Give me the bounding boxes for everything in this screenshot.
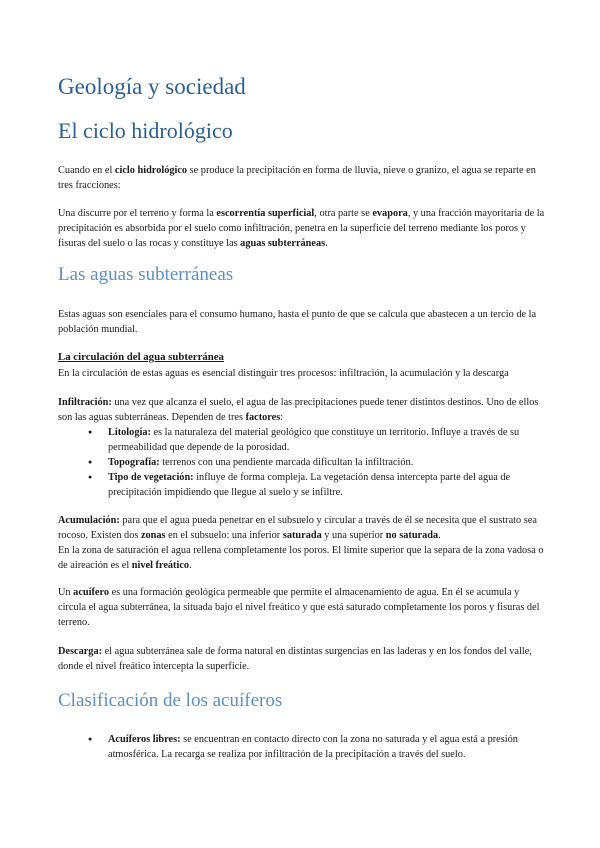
- bold-term: Litología:: [108, 427, 151, 438]
- bold-term: nivel freático: [131, 560, 190, 571]
- bold-term: ciclo hidrológico: [114, 165, 188, 176]
- text-run: En la zona de saturación el agua rellena completamente los poros. El límite superior que la separa de la zona vadosa o de aireación es el: [58, 545, 544, 571]
- bold-term: escorrentía superficial: [216, 208, 315, 219]
- paragraph-zona-saturacion: [58, 543, 548, 573]
- text-run: en el subsuelo: una inferior: [165, 530, 283, 541]
- paragraph-acumulacion: [58, 513, 548, 543]
- paragraph-acuifero: [58, 585, 548, 630]
- acuiferos-list: [86, 732, 548, 762]
- bold-term: Acuíferos libres:: [108, 734, 181, 745]
- heading-aguas-subterraneas: Las aguas subterráneas: [58, 264, 234, 285]
- text-run: influye de forma compleja. La vegetación densa intercepta parte del agua de precipitación impidiendo que llegue al suelo y se infiltre.: [108, 472, 511, 498]
- text-run: .: [189, 560, 192, 571]
- text-run: , otra parte se: [314, 208, 373, 219]
- bold-term: Topografía:: [108, 457, 160, 468]
- text-run: una vez que alcanza el suelo, el agua de las precipitaciones puede tener distintos destinos. Uno de ellos son las aguas subterráneas. Dependen de tres: [58, 397, 539, 423]
- text-run: Un: [58, 587, 74, 598]
- heading-ciclo-hidrologico: El ciclo hidrológico: [58, 118, 233, 143]
- text-run: se produce la precipitación en forma de lluvia, nieve o granizo, el agua se reparte en tres fracciones:: [58, 165, 536, 191]
- paragraph-fracciones: [58, 206, 548, 251]
- bold-term: zonas: [140, 530, 166, 541]
- bold-term: factores: [245, 412, 281, 423]
- heading-clasificacion-acuiferos: Clasificación de los acuíferos: [58, 690, 283, 711]
- factors-list: [86, 425, 548, 500]
- subheading-circulacion: La circulación del agua subterránea: [58, 351, 224, 363]
- text-run: Cuando en el: [58, 165, 115, 176]
- paragraph-descarga: [58, 644, 548, 674]
- bold-term: acuífero: [73, 587, 110, 598]
- bold-term: Tipo de vegetación:: [108, 472, 194, 483]
- bold-term: Infiltración:: [58, 397, 112, 408]
- paragraph-infiltracion: [58, 395, 548, 425]
- text-run: .: [438, 530, 441, 541]
- text-run: es la naturaleza del material geológico que constituye un territorio. Influye a través de su permeabilidad que depende de la porosidad.: [108, 427, 520, 453]
- bold-term: aguas subterráneas: [240, 238, 326, 249]
- list-item: [86, 732, 548, 762]
- text-run: para que el agua pueda penetrar en el subsuelo y circular a través de él se necesita que el sustrato sea rocoso. Existen dos: [58, 515, 537, 541]
- text-run: Una discurre por el terreno y forma la: [58, 208, 217, 219]
- bold-term: no saturada: [385, 530, 439, 541]
- text-run: :: [280, 412, 284, 423]
- bold-term: saturada: [282, 530, 322, 541]
- list-item: [86, 425, 548, 455]
- text-run: el agua subterránea sale de forma natural en distintas surgencias en las laderas y en los fondos del valle, donde el nivel freático intercepta la superficie.: [58, 646, 532, 672]
- text-run: es una formación geológica permeable que permite el almacenamiento de agua. En él se acumula y circula el agua subterránea, la situada bajo el nivel freático y que está saturado completamente los poros y fisuras del terreno.: [58, 587, 540, 628]
- text-run: se encuentran en contacto directo con la zona no saturada y el agua está a presión atmosférica. La recarga se realiza por infiltración de la precipitación a través del suelo.: [108, 734, 518, 760]
- list-item: [86, 470, 548, 500]
- paragraph-consumo-humano: Estas aguas son esenciales para el consumo humano, hasta el punto de que se calcula que abastecen a un tercio de la población mundial.: [58, 309, 537, 335]
- text-run: .: [325, 238, 328, 249]
- bold-term: Acumulación:: [58, 515, 120, 526]
- paragraph-tres-procesos: En la circulación de estas aguas es esencial distinguir tres procesos: infiltración, la acumulación y la descarga: [58, 368, 509, 379]
- bold-term: evapora: [372, 208, 408, 219]
- document-title: Geología y sociedad: [58, 74, 246, 99]
- bold-term: Descarga:: [58, 646, 103, 657]
- text-run: terrenos con una pendiente marcada dificultan la infiltración.: [159, 457, 414, 468]
- list-item: [86, 455, 548, 470]
- text-run: y una superior: [321, 530, 386, 541]
- text-run: , y una fracción mayoritaria de la precipitación es absorbida por el suelo como infiltración, penetra en la superficie del terreno mediante los poros y fisuras del suelo o las rocas y constituye las: [58, 208, 545, 249]
- paragraph-ciclo-intro: [58, 163, 548, 193]
